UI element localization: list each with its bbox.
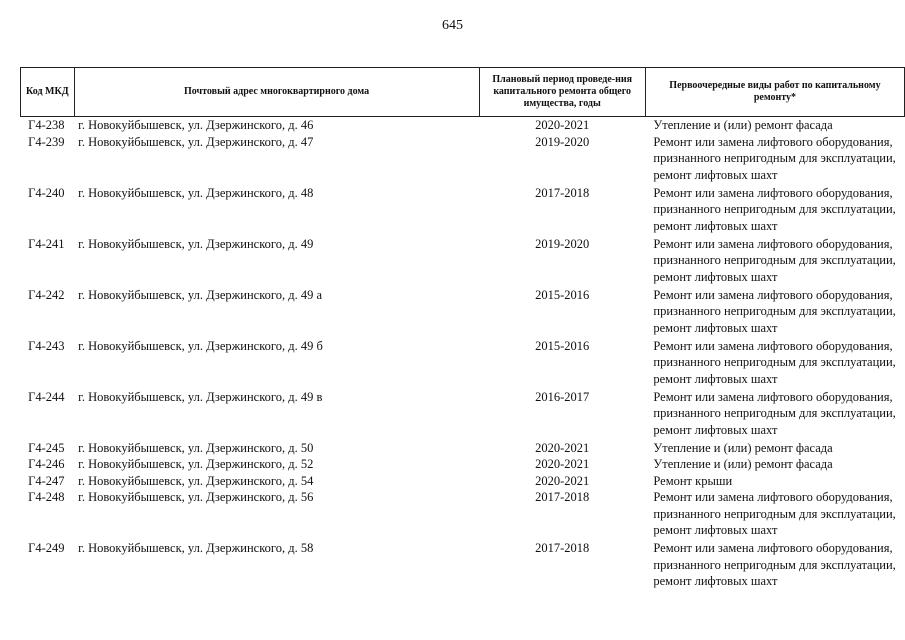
row-period: 2015-2016 bbox=[535, 338, 590, 353]
row-address: г. Новокуйбышевск, ул. Дзержинского, д. 49 а bbox=[78, 287, 322, 302]
table-row bbox=[21, 389, 905, 440]
table-header-row bbox=[21, 68, 905, 117]
row-code: Г4-247 bbox=[28, 473, 65, 488]
row-address: г. Новокуйбышевск, ул. Дзержинского, д. 49 б bbox=[78, 338, 323, 353]
row-period: 2020-2021 bbox=[535, 440, 590, 455]
table-row bbox=[21, 134, 905, 185]
row-address: г. Новокуйбышевск, ул. Дзержинского, д. 49 bbox=[78, 236, 314, 251]
row-code: Г4-243 bbox=[28, 338, 65, 353]
row-code: Г4-249 bbox=[28, 541, 65, 555]
capital-repair-table bbox=[20, 67, 905, 591]
row-works: Ремонт или замена лифтового оборудования, признанного непригодным для эксплуатации, ремонт лифтовых шахт bbox=[653, 185, 896, 233]
row-address: г. Новокуйбышевск, ул. Дзержинского, д. 47 bbox=[78, 134, 314, 149]
row-address: г. Новокуйбышевск, ул. Дзержинского, д. 50 bbox=[78, 440, 314, 455]
row-code: Г4-246 bbox=[28, 457, 65, 471]
table-row bbox=[21, 287, 905, 338]
row-code: Г4-244 bbox=[28, 389, 65, 404]
table-row bbox=[21, 473, 905, 490]
row-works: Утепление и (или) ремонт фасада bbox=[653, 457, 833, 471]
header-works: Первоочередные виды работ по капитальному ремонту* bbox=[645, 68, 904, 117]
row-code: Г4-245 bbox=[28, 440, 65, 455]
table-row bbox=[21, 185, 905, 236]
row-period: 2016-2017 bbox=[535, 389, 590, 404]
table-row bbox=[21, 117, 905, 134]
row-code: Г4-248 bbox=[28, 490, 65, 504]
table-row bbox=[21, 540, 905, 591]
row-period: 2019-2020 bbox=[535, 134, 590, 149]
row-works: Ремонт или замена лифтового оборудования, признанного непригодным для эксплуатации, ремонт лифтовых шахт bbox=[653, 338, 896, 386]
row-period: 2020-2021 bbox=[535, 457, 590, 471]
table-row bbox=[21, 338, 905, 389]
row-works: Ремонт или замена лифтового оборудования, признанного непригодным для эксплуатации, ремонт лифтовых шахт bbox=[653, 287, 896, 335]
row-works: Ремонт или замена лифтового оборудования, признанного непригодным для эксплуатации, ремонт лифтовых шахт bbox=[653, 389, 896, 437]
row-works: Ремонт или замена лифтового оборудования, признанного непригодным для эксплуатации, ремонт лифтовых шахт bbox=[653, 541, 896, 588]
row-address: г. Новокуйбышевск, ул. Дзержинского, д. 52 bbox=[78, 457, 314, 471]
table-row bbox=[21, 456, 905, 473]
row-code: Г4-240 bbox=[28, 185, 65, 200]
row-period: 2019-2020 bbox=[535, 236, 590, 251]
row-period: 2020-2021 bbox=[535, 473, 590, 488]
row-address: г. Новокуйбышевск, ул. Дзержинского, д. 58 bbox=[78, 541, 314, 555]
row-code: Г4-241 bbox=[28, 236, 65, 251]
header-code: Код МКД bbox=[21, 68, 75, 117]
page-number: 645 bbox=[442, 18, 463, 33]
header-address: Почтовый адрес многоквартирного дома bbox=[74, 68, 479, 117]
table-row bbox=[21, 489, 905, 540]
row-period: 2015-2016 bbox=[535, 287, 590, 302]
row-address: г. Новокуйбышевск, ул. Дзержинского, д. 56 bbox=[78, 490, 314, 504]
row-works: Утепление и (или) ремонт фасада bbox=[653, 440, 833, 455]
row-period: 2020-2021 bbox=[535, 118, 590, 132]
header-period: Плановый период проведе-ния капитального ремонта общего имущества, годы bbox=[479, 68, 645, 117]
row-period: 2017-2018 bbox=[535, 490, 590, 504]
row-works: Ремонт или замена лифтового оборудования, признанного непригодным для эксплуатации, ремонт лифтовых шахт bbox=[653, 490, 896, 537]
row-works: Утепление и (или) ремонт фасада bbox=[653, 118, 833, 132]
row-period: 2017-2018 bbox=[535, 185, 590, 200]
table-row bbox=[21, 440, 905, 457]
row-code: Г4-239 bbox=[28, 134, 65, 149]
row-address: г. Новокуйбышевск, ул. Дзержинского, д. 46 bbox=[78, 118, 314, 132]
row-period: 2017-2018 bbox=[535, 541, 590, 555]
row-works: Ремонт или замена лифтового оборудования, признанного непригодным для эксплуатации, ремонт лифтовых шахт bbox=[653, 134, 896, 182]
table-row bbox=[21, 236, 905, 287]
row-address: г. Новокуйбышевск, ул. Дзержинского, д. 49 в bbox=[78, 389, 323, 404]
row-code: Г4-242 bbox=[28, 287, 65, 302]
row-address: г. Новокуйбышевск, ул. Дзержинского, д. 48 bbox=[78, 185, 314, 200]
row-works: Ремонт или замена лифтового оборудования, признанного непригодным для эксплуатации, ремонт лифтовых шахт bbox=[653, 236, 896, 284]
row-works: Ремонт крыши bbox=[653, 473, 733, 488]
row-code: Г4-238 bbox=[28, 118, 65, 132]
row-address: г. Новокуйбышевск, ул. Дзержинского, д. 54 bbox=[78, 473, 314, 488]
